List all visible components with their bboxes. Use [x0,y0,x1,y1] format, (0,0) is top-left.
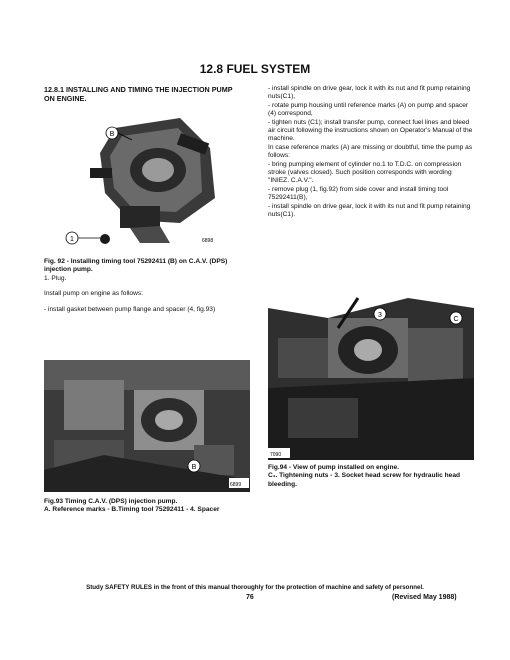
fig94-caption-detail: C₁. Tightening nuts - 3. Socket head screw for hydraulic head bleeding. [268,472,461,488]
instruction-line: - remove plug (1, fig.92) from side cover and install timing tool 75292411(B), [268,185,449,202]
body-intro: Install pump on engine as follows: [44,290,143,297]
fig94-callout-c: C [453,316,459,323]
fig93-code: 6899 [230,482,242,488]
fig92-image [60,108,240,248]
instruction-line: - install spindle on drive gear, lock it with its nut and fit pump retaining nuts(C1), [268,85,471,101]
fig93-caption-detail: A. Reference marks - B.Timing tool 75292411 - 4. Spacer [44,506,220,514]
fig93-caption-title: Fig.93 Timing C.A.V. (DPS) injection pump. [44,498,178,505]
instruction-line: In case reference marks (A) are missing or doubtful, time the pump as follows: [268,143,473,160]
fig93-image [44,360,250,492]
fig92-callout-b: B [109,131,115,138]
fig94-callout-3: 3 [378,312,382,319]
instruction-line: - tighten nuts (C1); install transfer pump, connect fuel lines and bleed air circuit following the instructions shown on Operator's Manual of the machine. [268,118,473,143]
fig92-caption-title: Fig. 92 - Installing timing tool 75292411 (B) on C.A.V. (DPS) injection pump. [44,258,228,274]
fig92-caption-detail: 1. Plug. [44,274,67,282]
instruction-line: - bring pumping element of cylinder no.1 to T.D.C. on compression stroke (valves closed). Such position corresponds with wording "INIEZ. C.A.V.". [268,160,462,185]
fig93-caption [44,498,250,515]
fig94-caption [268,464,474,489]
instruction-line: - rotate pump housing until reference marks (A) on pump and spacer (4) correspond, [268,101,469,118]
page-title: 12.8 FUEL SYSTEM [199,62,311,76]
safety-footer: Study SAFETY RULES in the front of this manual thoroughly for the protection of machine and safety of personnel. [86,584,424,591]
revision-date: (Revised May 1988) [392,594,457,601]
fig94-image [268,278,474,460]
fig93-callout-b: B [191,464,197,471]
section-heading: 12.8.1 INSTALLING AND TIMING THE INJECTION PUMP ON ENGINE. [44,85,233,103]
instruction-line: - install spindle on drive gear, lock it with its nut and fit pump retaining nuts(C1). [268,202,471,219]
fig94-caption-title: Fig.94 - View of pump installed on engine. [268,464,400,471]
fig94-code: 7090 [270,452,282,458]
fig92-code: 6898 [202,238,214,244]
page-number: 76 [246,594,254,601]
body-step: - install gasket between pump flange and spacer (4, fig.93) [44,306,216,313]
instructions-right-column [268,85,474,220]
fig92-caption [44,258,250,283]
fig92-callout-1: 1 [70,236,74,243]
